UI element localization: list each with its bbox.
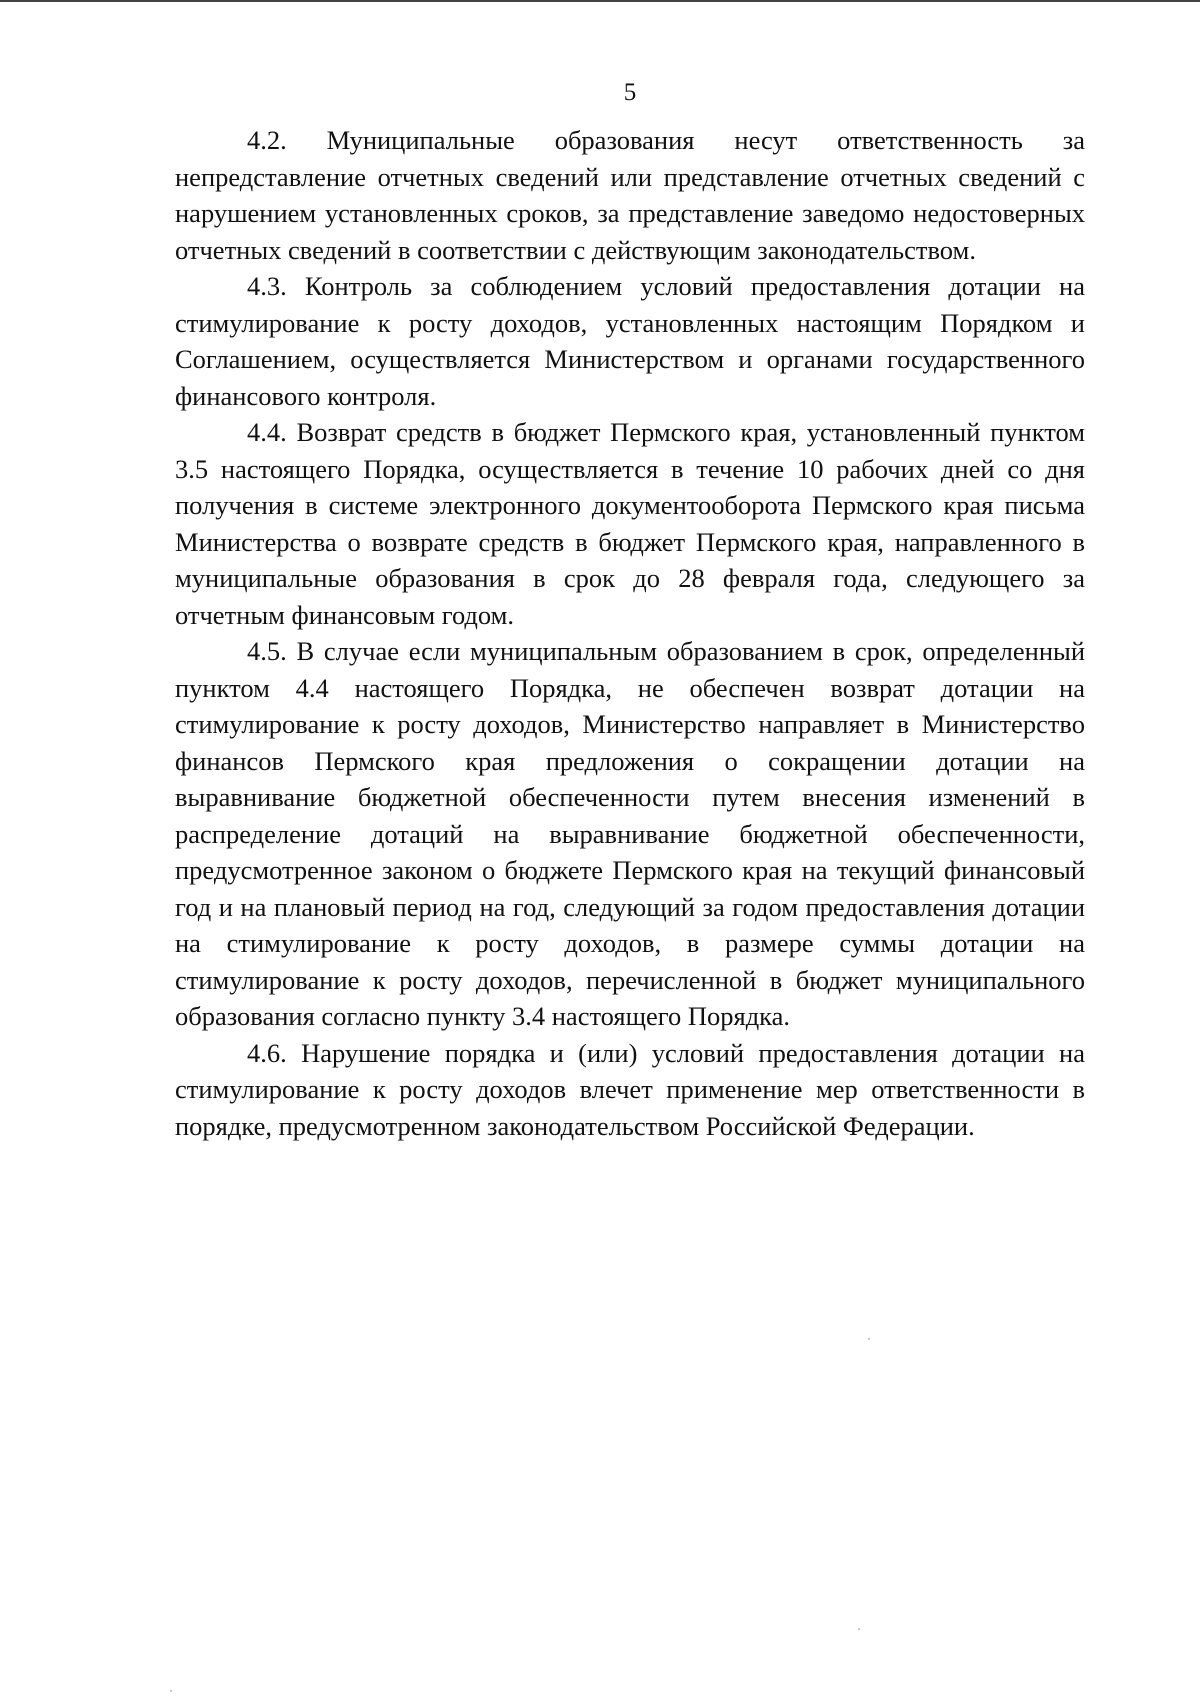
paragraph-4-2: 4.2. Муниципальные образования несут ответственность за непредставление отчетных сведений или представление отчетных сведений с нарушением установленных сроков, за представление заведомо недостоверных отчетных сведений в соответствии с действующим законодательством. — [175, 125, 1085, 265]
scan-speck — [170, 1690, 172, 1692]
paragraph-4-3: 4.3. Контроль за соблюдением условий предоставления дотации на стимулирование к росту доходов, установленных настоящим Порядком и Соглашением, осуществляется Министерством и органами государственного финансового контроля. — [175, 271, 1085, 411]
scan-speck — [868, 1338, 870, 1340]
scan-speck — [858, 1628, 860, 1630]
paragraph-4-4: 4.4. Возврат средств в бюджет Пермского края, установленный пунктом 3.5 настоящего Порядка, осуществляется в течение 10 рабочих дней со дня получения в системе электронного документооборота Пермского края письма Министерства о возврате средств в бюджет Пермского края, направленного в муниципальные образования в срок до 28 февраля года, следующего за отчетным финансовым годом. — [175, 417, 1085, 630]
document-body — [175, 122, 1085, 1144]
page-number: 5 — [623, 79, 637, 106]
scan-top-edge — [0, 0, 1200, 2]
paragraph-4-5: 4.5. В случае если муниципальным образованием в срок, определенный пунктом 4.4 настоящего Порядка, не обеспечен возврат дотации на стимулирование к росту доходов, Министерство направляет в Министерство финансов Пермского края предложения о сокращении дотации на выравнивание бюджетной обеспеченности путем внесения изменений в распределение дотаций на выравнивание бюджетной обеспеченности, предусмотренное законом о бюджете Пермского края на текущий финансовый год и на плановый период на год, следующий за годом предоставления дотации на стимулирование к росту доходов, в размере суммы дотации на стимулирование к росту доходов, перечисленной в бюджет муниципального образования согласно пункту 3.4 настоящего Порядка. — [175, 636, 1085, 1031]
paragraph-4-6: 4.6. Нарушение порядка и (или) условий предоставления дотации на стимулирование к росту доходов влечет применение мер ответственности в порядке, предусмотренном законодательством Российской Федерации. — [175, 1037, 1085, 1141]
